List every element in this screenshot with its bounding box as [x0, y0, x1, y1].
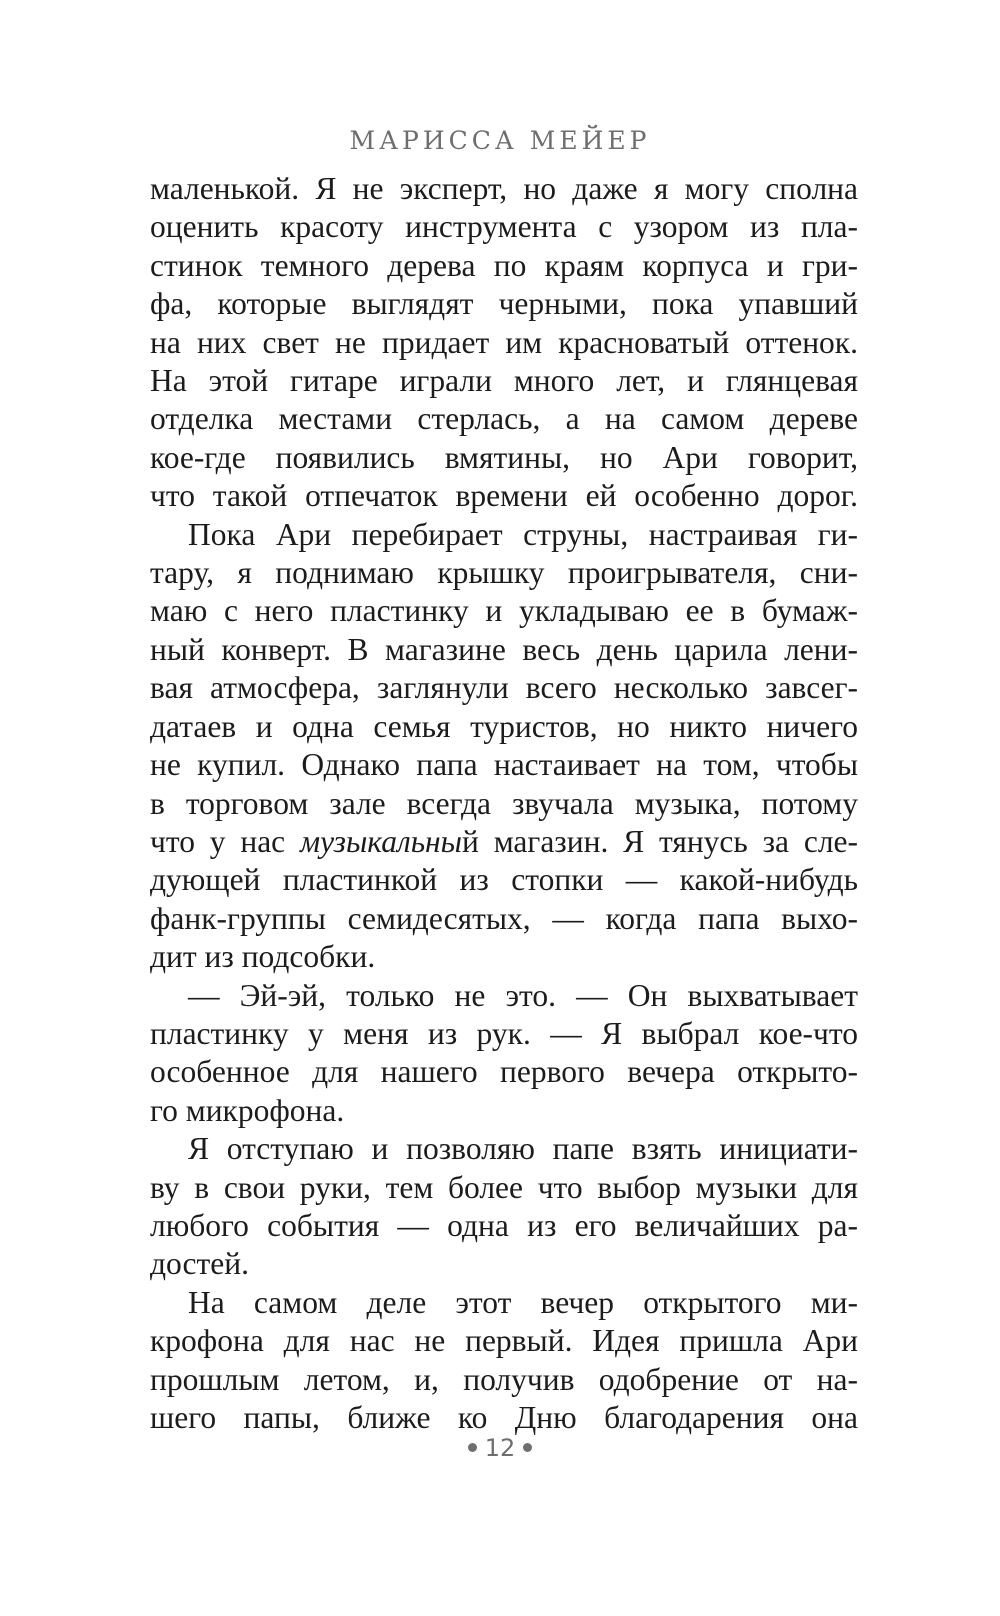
text-line: особенное для нашего первого вечера открыто-	[150, 1054, 858, 1090]
text-line: кое-где появились вмятины, но Ари говорит,	[150, 439, 858, 475]
text-run: й магазин. Я тянусь за сле-	[462, 823, 859, 859]
text-line: вая атмосфера, заглянули всего несколько завсег-	[150, 670, 858, 706]
text-line: что такой отпечаток времени ей особенно дорог.	[150, 478, 858, 514]
page-number-text: 12	[484, 1434, 516, 1462]
text-line-with-italic	[150, 823, 858, 861]
text-line: го микрофона.	[150, 1092, 345, 1128]
text-line: стинок темного дерева по краям корпуса и гри-	[150, 247, 858, 283]
text-line: дит из подсобки.	[150, 939, 376, 975]
text-line: ный конверт. В магазине весь день царила лени-	[150, 631, 858, 667]
text-line: отделка местами стерлась, а на самом дереве	[150, 401, 858, 437]
text-line: Пока Ари перебирает струны, настраивая ги-	[188, 516, 858, 552]
text-line: дующей пластинкой из стопки — какой-нибудь	[150, 862, 858, 898]
paragraph-4	[150, 1130, 858, 1284]
text-line: фанк-группы семидесятых, — когда папа выхо-	[150, 900, 858, 936]
text-line: — Эй-эй, только не это. — Он выхватывает	[188, 977, 858, 1013]
text-line: пластинку у меня из рук. — Я выбрал кое-что	[150, 1015, 858, 1051]
italic-word: музыкальны	[299, 823, 463, 859]
text-line: Я отступаю и позволяю папе взять инициати-	[188, 1131, 858, 1167]
text-line: прошлым летом, и, получив одобрение от на-	[150, 1361, 858, 1397]
text-line: маю с него пластинку и укладываю ее в бумаж-	[150, 593, 858, 629]
bullet-ornament	[523, 1443, 532, 1452]
text-line: шего папы, ближе ко Дню благодарения она	[150, 1400, 858, 1435]
text-line: фа, которые выглядят черными, пока упавший	[150, 286, 858, 322]
text-line: На этой гитаре играли много лет, и глянцевая	[150, 363, 858, 399]
page-number	[0, 1434, 1000, 1462]
text-run: что у нас	[150, 823, 300, 859]
paragraph-5	[150, 1284, 858, 1438]
text-line: не купил. Однако папа настаивает на том, чтобы	[150, 747, 858, 783]
paragraph-1	[150, 170, 858, 516]
paragraph-3	[150, 977, 858, 1131]
text-line: достей.	[150, 1246, 250, 1282]
bullet-ornament	[468, 1443, 477, 1452]
text-line: на них свет не придает им красноватый оттенок.	[150, 324, 858, 360]
text-line: ву в свои руки, тем более что выбор музыки для	[150, 1169, 858, 1205]
body-text	[150, 170, 858, 1437]
text-line: На самом деле этот вечер открытого ми-	[188, 1284, 858, 1320]
text-line: маленькой. Я не эксперт, но даже я могу сполна	[150, 171, 858, 206]
text-line: крофона для нас не первый. Идея пришла Ари	[150, 1323, 858, 1359]
text-line: тару, я поднимаю крышку проигрывателя, сни-	[150, 555, 858, 591]
text-line: датаев и одна семья туристов, но никто ничего	[150, 708, 858, 744]
text-line: любого события — одна из его величайших ра-	[150, 1207, 858, 1243]
running-head: МАРИССА МЕЙЕР	[349, 126, 651, 155]
text-line: оценить красоту инструмента с узором из пла-	[150, 209, 858, 245]
paragraph-2	[150, 516, 858, 977]
text-line: в торговом зале всегда звучала музыка, потому	[150, 785, 858, 821]
